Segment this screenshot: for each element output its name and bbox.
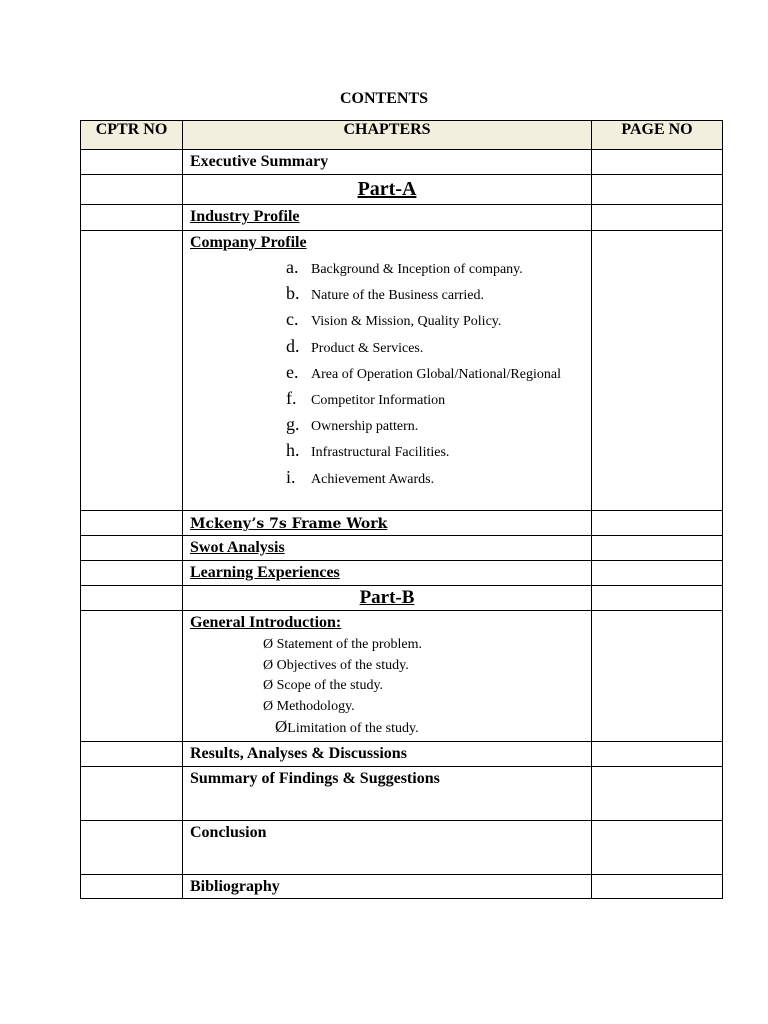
bullet-marker: Ø bbox=[275, 717, 288, 736]
list-text: Objectives of the study. bbox=[276, 657, 409, 673]
table-row bbox=[81, 511, 723, 536]
list-item bbox=[286, 440, 591, 466]
table-row bbox=[81, 231, 723, 511]
chapter-cell bbox=[183, 511, 592, 536]
list-marker: b. bbox=[286, 283, 300, 304]
page-cell bbox=[592, 511, 723, 536]
chapter-cell bbox=[183, 821, 592, 875]
list-text: Ownership pattern. bbox=[311, 419, 419, 435]
list-text: Area of Operation Global/National/Regional bbox=[311, 366, 561, 382]
chapter-summary-findings: Summary of Findings & Suggestions bbox=[190, 770, 440, 787]
cptr-cell bbox=[81, 767, 183, 821]
contents-table bbox=[80, 120, 723, 899]
list-marker: a. bbox=[286, 257, 299, 277]
chapter-results: Results, Analyses & Discussions bbox=[190, 745, 407, 762]
list-text: Achievement Awards. bbox=[311, 471, 435, 487]
chapter-cell bbox=[183, 561, 592, 586]
list-text: Nature of the Business carried. bbox=[311, 288, 484, 304]
chapter-cell bbox=[183, 611, 592, 742]
page-cell bbox=[592, 611, 723, 742]
table-row bbox=[81, 561, 723, 586]
chapter-executive-summary: Executive Summary bbox=[190, 153, 329, 170]
table-row bbox=[81, 767, 723, 821]
header-row bbox=[81, 121, 723, 150]
page-cell bbox=[592, 231, 723, 511]
chapter-cell bbox=[183, 875, 592, 899]
list-item bbox=[263, 676, 591, 697]
table-row bbox=[81, 536, 723, 561]
list-text: Background & Inception of company. bbox=[311, 262, 523, 277]
list-text: Competitor Information bbox=[311, 392, 446, 408]
table-row bbox=[81, 875, 723, 899]
page-cell bbox=[592, 586, 723, 611]
header-chapters: CHAPTERS bbox=[183, 121, 592, 150]
list-item bbox=[263, 635, 591, 656]
table-row bbox=[81, 586, 723, 611]
bullet-marker: Ø bbox=[263, 637, 274, 652]
chapter-industry-profile: Industry Profile bbox=[190, 208, 300, 225]
cptr-cell bbox=[81, 536, 183, 561]
bullet-marker: Ø bbox=[263, 657, 274, 673]
list-marker: i. bbox=[286, 466, 296, 487]
chapter-swot-analysis: Swot Analysis bbox=[190, 539, 285, 556]
list-item bbox=[286, 336, 591, 362]
list-text: Product & Services. bbox=[311, 340, 424, 356]
cptr-cell bbox=[81, 231, 183, 511]
chapter-bibliography: Bibliography bbox=[190, 878, 280, 895]
chapter-cell bbox=[183, 175, 592, 205]
list-text: Statement of the problem. bbox=[276, 637, 423, 652]
page-cell bbox=[592, 875, 723, 899]
cptr-cell bbox=[81, 586, 183, 611]
page-cell bbox=[592, 561, 723, 586]
chapter-mckeny-7s: Mckeny’s 7s Frame Work bbox=[190, 516, 388, 532]
chapter-cell bbox=[183, 231, 592, 511]
page-cell bbox=[592, 175, 723, 205]
list-item bbox=[263, 697, 591, 718]
page-cell bbox=[592, 821, 723, 875]
list-marker: e. bbox=[286, 361, 299, 382]
cptr-cell bbox=[81, 611, 183, 742]
chapter-cell bbox=[183, 767, 592, 821]
list-text: Limitation of the study. bbox=[287, 721, 419, 736]
chapter-cell bbox=[183, 742, 592, 767]
page-cell bbox=[592, 767, 723, 821]
list-item bbox=[263, 656, 591, 677]
table-row bbox=[81, 821, 723, 875]
list-marker: f. bbox=[286, 387, 297, 408]
table-row bbox=[81, 742, 723, 767]
bullet-marker: Ø bbox=[263, 698, 274, 714]
chapter-company-profile: Company Profile bbox=[190, 234, 307, 251]
cptr-cell bbox=[81, 205, 183, 231]
list-text: Vision & Mission, Quality Policy. bbox=[311, 314, 502, 330]
cptr-cell bbox=[81, 175, 183, 205]
chapter-learning-experiences: Learning Experiences bbox=[190, 564, 340, 581]
chapter-cell bbox=[183, 536, 592, 561]
table-row bbox=[81, 150, 723, 175]
list-text: Infrastructural Facilities. bbox=[311, 445, 450, 461]
list-text: Scope of the study. bbox=[276, 678, 384, 693]
cptr-cell bbox=[81, 742, 183, 767]
list-item bbox=[286, 467, 591, 493]
chapter-cell bbox=[183, 150, 592, 175]
list-marker: d. bbox=[286, 335, 300, 356]
part-a-heading: Part-A bbox=[357, 178, 417, 200]
table-row bbox=[81, 611, 723, 742]
header-cptr-no: CPTR NO bbox=[81, 121, 183, 150]
list-marker: g. bbox=[286, 414, 300, 435]
list-item bbox=[286, 283, 591, 309]
cptr-cell bbox=[81, 875, 183, 899]
table-row bbox=[81, 205, 723, 231]
header-page-no: PAGE NO bbox=[592, 121, 723, 150]
cptr-cell bbox=[81, 150, 183, 175]
cptr-cell bbox=[81, 561, 183, 586]
cptr-cell bbox=[81, 821, 183, 875]
bullet-marker: Ø bbox=[263, 678, 274, 693]
list-marker: c. bbox=[286, 309, 299, 330]
page-cell bbox=[592, 150, 723, 175]
company-profile-list bbox=[183, 257, 591, 493]
table-row bbox=[81, 175, 723, 205]
page-cell bbox=[592, 536, 723, 561]
list-text: Methodology. bbox=[276, 698, 355, 714]
list-item bbox=[286, 414, 591, 440]
chapter-cell bbox=[183, 205, 592, 231]
part-b-heading: Part-B bbox=[359, 587, 415, 608]
list-item bbox=[286, 257, 591, 283]
chapter-conclusion: Conclusion bbox=[190, 824, 267, 841]
list-item bbox=[286, 309, 591, 335]
chapter-cell bbox=[183, 586, 592, 611]
list-item bbox=[286, 362, 591, 388]
list-marker: h. bbox=[286, 440, 300, 461]
general-introduction-list bbox=[183, 635, 591, 738]
list-item bbox=[286, 388, 591, 414]
chapter-general-introduction: General Introduction: bbox=[190, 614, 342, 631]
cptr-cell bbox=[81, 511, 183, 536]
page-cell bbox=[592, 205, 723, 231]
page-cell bbox=[592, 742, 723, 767]
page-title: CONTENTS bbox=[339, 90, 429, 107]
list-item bbox=[263, 717, 591, 738]
